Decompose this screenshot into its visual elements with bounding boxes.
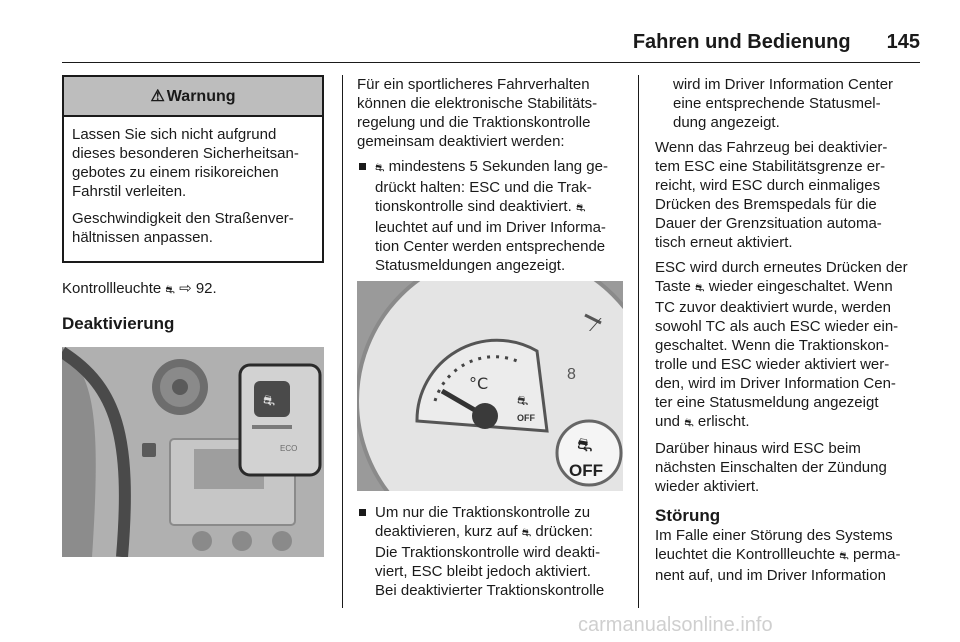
intro-paragraph: Für ein sportlicheres Fahrverhalten können die elektronische Stabilitäts- regelung und die Traktionskontrolle gemeinsam deaktiviert werden: <box>357 76 598 150</box>
kontroll-reference: Kontrollleuchte ⛐ ⇨ 92. <box>62 280 217 297</box>
warning-text-2: Geschwindigkeit den Straßenver- hältnissen anpassen. <box>72 210 294 246</box>
page-number: 145 <box>886 31 920 53</box>
bullet-item-1: ⛐ mindestens 5 Sekunden lang ge- drückt halten: ESC und die Trak- tionskontrolle sind deaktiviert. ⛐ leuchtet auf und im Driver Informa- tion Center werden entsprechende Statusmeldungen angezeigt. <box>357 157 623 275</box>
esc-off-light-icon: ⛐ <box>575 202 586 214</box>
warning-text-1: Lassen Sie sich nicht aufgrund dieses besonderen Sicherheitsan- gebotes zu einem risikoreichen Fahrstil verleiten. <box>72 126 299 200</box>
header-rule <box>62 62 920 63</box>
warning-heading-text: Warnung <box>166 87 236 105</box>
svg-text:8: 8 <box>567 366 576 383</box>
svg-text:⟋: ⟋ <box>589 315 602 336</box>
warning-box <box>62 75 324 263</box>
paragraph-brake: Wenn das Fahrzeug bei deaktivier- tem ESC eine Stabilitätsgrenze er- reicht, wird ESC durch einmaliges Drücken des Bremspedals für die Dauer der Grenzsituation automa- tisch erneut aktiviert. <box>655 139 888 251</box>
section-heading-deaktivierung: Deaktivierung <box>62 314 175 333</box>
watermark: carmanualsonline.info <box>578 614 773 636</box>
esc-off-big-label: OFF <box>569 461 603 480</box>
esc-warning-light-icon: ⛐ <box>165 284 175 296</box>
column-divider <box>342 75 343 608</box>
page-header-title: Fahren und Bedienung <box>632 31 851 53</box>
esc-off-light-icon: ⛐ <box>684 417 694 429</box>
svg-text:⛐: ⛐ <box>517 394 529 409</box>
instrument-cluster-illustration <box>357 281 623 491</box>
eco-label: ECO <box>280 444 298 453</box>
paragraph-reactivation: ESC wird durch erneutes Drücken der Taste ⛐ wieder eingeschaltet. Wenn TC zuvor deaktiviert wurde, werden sowohl TC als auch ESC wieder ein- geschaltet. Wenn die Traktionskon- trolle und ESC wieder aktiviert wer- den, wird im Driver Information Cen- ter eine Statusmeldung angezeigt und ⛐ erlischt. <box>655 259 908 430</box>
bullet-item-2: Um nur die Traktionskontrolle zu deaktivieren, kurz auf ⛐ drücken: Die Traktionskontrolle wird deakti- viert, ESC bleibt jedoch aktiviert. Bei deaktivierter Traktionskontrolle <box>357 503 623 600</box>
column-divider <box>638 75 639 608</box>
column-right <box>655 75 923 591</box>
warning-heading <box>64 77 322 117</box>
paragraph-fault: Im Falle einer Störung des Systems leuchtet die Kontrollleuchte ⛐ perma- nent auf, und im Driver Information <box>655 527 901 584</box>
svg-text:⛐: ⛐ <box>577 435 593 456</box>
esc-warning-light-icon: ⛐ <box>839 550 849 562</box>
warning-body <box>64 117 322 261</box>
esc-off-small-label: OFF <box>517 413 535 423</box>
dashboard-photo <box>62 347 324 557</box>
esc-button-icon: ⛐ <box>375 162 385 174</box>
paragraph-ignition: Darüber hinaus wird ESC beim nächsten Einschalten der Zündung wieder aktiviert. <box>655 440 887 495</box>
continued-text: wird im Driver Information Center eine entsprechende Statusmel- dung angezeigt. <box>673 76 894 131</box>
page-header <box>633 14 920 54</box>
svg-text:⛐: ⛐ <box>263 393 276 409</box>
temperature-unit: °C <box>469 374 489 393</box>
warning-triangle-icon: ⚠ <box>150 87 165 105</box>
esc-button-icon: ⛐ <box>695 282 705 294</box>
page-reference-arrow-icon: ⇨ <box>179 280 192 297</box>
section-heading-stoerung: Störung <box>655 506 721 525</box>
column-left <box>62 75 324 557</box>
column-middle <box>357 75 623 606</box>
esc-button-icon: ⛐ <box>521 527 532 539</box>
